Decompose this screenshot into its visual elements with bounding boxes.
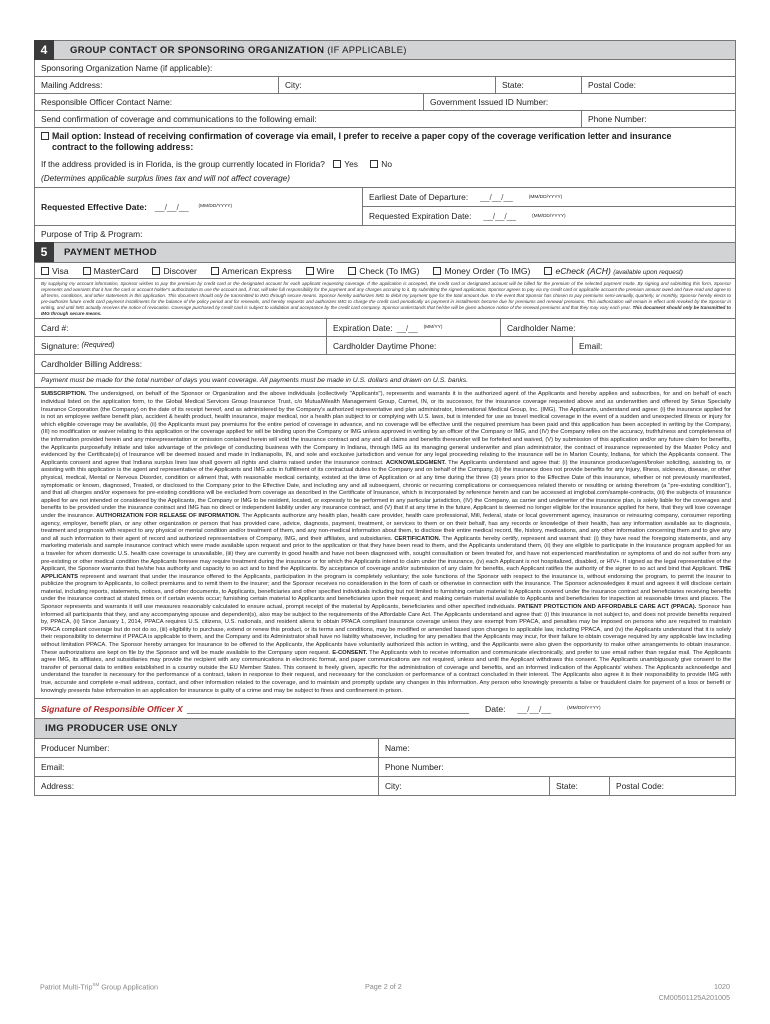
producer-number-field[interactable]: Producer Number: bbox=[41, 743, 110, 754]
cardholder-name-field[interactable]: Cardholder Name: bbox=[500, 319, 735, 336]
mail-option: Mail option: Instead of receiving confirmation of coverage via email, I prefer to receive a paper copy of the coverage verification letter and insurance contract to the following address: bbox=[35, 131, 735, 153]
footer-codes: 1020 CM00501125A201005 bbox=[658, 982, 730, 1002]
email-row bbox=[34, 111, 736, 128]
confirmation-email-field[interactable]: Send confirmation of coverage and communications to the following email: bbox=[41, 114, 317, 124]
money-order-option[interactable]: Money Order (To IMG) bbox=[433, 266, 530, 276]
payment-note-row bbox=[34, 374, 736, 388]
producer-email-field[interactable]: Email: bbox=[41, 762, 65, 773]
postal-code-field[interactable]: Postal Code: bbox=[581, 77, 735, 93]
producer-header bbox=[34, 719, 736, 739]
officer-row bbox=[34, 94, 736, 111]
gov-id-field[interactable]: Government Issued ID Number: bbox=[423, 94, 735, 110]
visa-option[interactable]: Visa bbox=[41, 266, 69, 276]
billing-row bbox=[34, 355, 736, 374]
producer-address-field[interactable]: Address: bbox=[41, 781, 75, 792]
city-field[interactable]: City: bbox=[278, 77, 495, 93]
sponsor-name-field[interactable]: Sponsoring Organization Name (if applicable): bbox=[41, 63, 213, 73]
state-field[interactable]: State: bbox=[495, 77, 581, 93]
signature-row bbox=[34, 337, 736, 355]
officer-date-field[interactable]: Date: __/__/__ (MM/DD/YYYY) bbox=[485, 703, 601, 714]
authorization-block bbox=[34, 279, 736, 319]
no-checkbox[interactable] bbox=[370, 160, 378, 168]
earliest-departure[interactable]: Earliest Date of Departure: __/__/__ (MM/DD/YYYY) bbox=[363, 188, 735, 207]
surplus-note: (Determines applicable surplus lines tax and will not affect coverage) bbox=[41, 174, 290, 183]
officer-signature-field[interactable]: Signature of Responsible Officer X bbox=[35, 699, 479, 718]
page-footer bbox=[40, 982, 730, 1012]
cardholder-email-field[interactable]: Email: bbox=[572, 337, 735, 354]
amex-option[interactable]: American Express bbox=[211, 266, 292, 276]
effective-date[interactable]: Requested Effective Date: __/__/__ (MM/DD/YYYY) bbox=[41, 201, 233, 212]
echeck-option[interactable]: eCheck (ACH) (available upon request) bbox=[544, 266, 683, 276]
section-number: 5 bbox=[34, 242, 54, 262]
yes-checkbox[interactable] bbox=[333, 160, 341, 168]
mastercard-option[interactable]: MasterCard bbox=[83, 266, 139, 276]
legal-text: SUBSCRIPTION. The undersigned, on behalf of the Sponsor or Organization and the above individuals (collectively "Applicants"), represents and warrants it is the authorized agent of the Applicants and hereby applies and subscribes, for and on behalf of each individual listed on the application form, to the Global Medical Services Group Insurance Trust, c/o MutualWealth Management Group, Carmel, IN, or its successor, for the insurance coverage requested above and as underwritten and offered by Sirius Specialty Insurance Corporation (the Company) on the date of its receipt hereof, and as administered by the Company's authorized representative and plan administrator, International Medical Group, Inc. (IMG). The Applicants, understand and agree: (i) the insurance applied for is not an employee welfare benefit plan, accident & health product, health insurance, major medical, nor a health plan subject to or complying with U.S. laws, but is intended for use as travel medical coverage in the event of a sudden and unexpected illness or injury for which eligible coverage may be available, (ii) the Applicants must pay premiums for the entire period of coverage in advance, and no coverage will be effective until the required premium has been paid and this application has been accepted in writing by the Company, (III) no modification or waiver relating to this application or the coverage applied for will be binding upon the Company or IMG unless approved in writing by an officer of the Company or IMG, and (IV) the Company relies on the accuracy, truthfulness and completeness of the information provided herein and any misrepresentation or omission contained herein will void the insurance contract and any and all claims and benefits thereunder will be forfeited and waived, (V) by submission of this application and/or any future claim for benefits, the Applicants purposefully initiate and take advantage of the privilege of conducting business with the Company in Indiana, through IMG as its managing general underwriter and plan administrator, the contract of insurance represented by the Master Policy and evidenced by the Certificate(s) of Insurance will be deemed issued and made in Indianapolis, IN, and sole and exclusive jurisdiction and venue for any legal proceeding relating to the insurance will be in Marion County, Indiana, for which the Applicants consent. The Applicants consent and agree that Indiana surplus lines law shall govern all rights and claims raised under the insurance contract. ACKNOWLEDGMENT. The Applicants understand and agree that: (i) the insurance producer/agent/broker soliciting, assisting to, or assisting with this application is the agent and representative of the Applicants and IMG acts in fulfillment of its contractual duties to the Company and on behalf of the Company, (ii) the insurance does not provide benefits for any Injury, Illness, sickness, disease, or other physical, medical, Mental or Nervous Disorder, condition or ailment that, with reasonable medical certainty, existed at the time of Application or at any time during the three (3) years prior to the Effective Date of this insurance, whether or not previously manifested, symptomatic or known, diagnosed, Treated, or disclosed to the Company prior to the Effective Date, and including any and all subsequent, chronic or recurring complications or consequences related thereto or resulting or arising therefrom (a "pre-existing condition"), and that all charges and/or expenses for pre-existing conditions will be excluded from coverage as described in the Certificate of Insurance, which is incorporated by reference herein and can be accessed at imglobal.com/sample-contracts, (iii) the subjects of insurance applied for are not intended or considered by the Applicants, the Company or IMG to be resident, located, or expressly to be performed in any particular jurisdiction, (IV) the Company, as carrier and underwriter of the insurance plan, is solely liable for the coverages and benefits to be provided under the insurance contract and IMG has no direct or independent liability under any insurance contract, and (V) that if at any time in the future, Applicant is deemed no longer eligible for the insurance applied for here, that they will lose coverage under the insurance. AUTHORIZATION FOR RELEASE OF INFORMATION. The Applicants authorize any health plan, health care provider, health care professional, Mill, federal, state or local government agency, insurance or reinsuring company, consumer reporting agency, employer, benefit plan, or any other organization or person that has provided care, advice, diagnosis, payment, treatment, or services to them or on their behalf, has any records or knowledge of their health, has any information available as to diagnosis, treatment and prognosis with respect to any physical or mental condition and/or treatment of them, and any non-medical information about them, to disclose their entire medical record, file, history, medications, and any other information concerning them and to give any and all such information to their agent of record and authorized representatives of Company, IMG, and their affiliates, and subsidiaries. CERTIFICATION. The Applicants hereby certify, represent and warrant that: (i) they have read the foregoing statements, and any marketing materials and sample insurance contract which were made available upon request and prior to the application or that they have been read to them, and the Applicants understand them, (ii) they are eligible to participate in the insurance program applied for as a traveler for whom domestic U.S. health care coverage is unavailable, (iii) they are currently in good health and have not been diagnosed with, sought consultation or been treated for, and have not experienced manifestation or symptoms of and do not suffer from any pre-existing or other medical condition the Applicants foresee may require treatment during the insurance or for which the Applicants intend to claim under the insurance, (iv) each Applicant is not hospitalized, disabled, or HIV+. If signed as the legal representative of the Applicant, the Sponsor warrants that he/she has authority and capacity to so act and to bind the Applicants. By acceptance of coverage and/or submission of any claim for benefits, each Applicant ratifies the authority of the signer to so act and bind that Applicant. THE APPLICANTS represent and warrant that under the insurance offered to the Applicants, participation in the program is completely voluntary; the sole functions of the Sponsor with respect to the insurance is, without endorsing the program, to permit the insurer to publicize the program to Applicants, to collect premiums and to remit them to the insurer; and the Sponsor receives no consideration in the form of cash or otherwise in connection with the insurance. The Sponsor acknowledges it must and agrees it will disclose certain material, including reports, statements, notices, and other documents, to Applicants, beneficiaries and other specified individuals including but not limited to furnishing certain material to Applicants covered under the insurance contract and beneficiaries receiving benefits under the insurance contract at stated times or if certain events occur; furnishing certain material to Applicants and beneficiaries upon their request; and making certain material available to Applicants and beneficiaries for inspection at reasonable times and places. The Sponsor represents and warrants it will use measures reasonably calculated to ensure actual, prompt receipt of the material by Applicants, beneficiaries and other specified individuals. PATIENT PROTECTION AND AFFORDABLE CARE ACT (PPACA). Sponsor has informed all participants that they, and any accompanying spouse and dependent(s), also may be subject to the requirements of the Affordable Care Act. The Applicants understand and agree that: (i) this insurance is not subject to, and does not provide benefits required by, PPACA, (ii) Since January 1, 2014, PPACA requires U.S. citizens, U.S. nationals, and resident aliens to obtain PPACA compliant insurance coverage unless they are exempt from PPACA, and penalties may be imposed on persons who are required to maintain PPACA compliant coverage but do not do so, (iii) eligibility to purchase, extend or renew this product, or its terms and conditions, may be modified or amended based upon changes to applicable law, including PPACA, and (iv) the Applicants understand that it is solely their responsibility to determine if PPACA is applicable to them, and the Company and its Administrator shall have no liability whatsoever, including for any penalties that the Applicants may incur, for their failure to obtain coverage required by any applicable law including without limitation PPACA. The Sponsor hereby arranges for insurance to be offered to the Applicants, the Applicants have voluntarily authorized this action in writing, and the Applicants were also given the opportunity to make other arrangements to obtain insurance. These authorizations are kept on file by the Sponsor and will be made available to the Company upon request. E-CONSENT. The Applicants wish to receive information and communicate electronically, and prefer to use email rather than regular mail. The Applicants agree IMG, its affiliates, and subsidiaries may provide the recipient with any communications in electronic format, and paper communications are not required, unless and until the Applicant withdraws this consent. The Applicants unambiguously give consent to the transfer of personal data to entities established in a country outside the EU Member States. This consent is freely given, specific for the administration of coverage and benefits, and an informed indication of the Applicants' wishes. The Applicants acknowledge and understand the transfer is necessary for the performance of a contract, taken in response to their request, and necessary for the conclusion or performance of a contract concluded in their interest. The Applicants also agree it is their responsibility to provide IMG with true, accurate and complete e-mail address, contact, and other information related to the coverage, and to maintain and promptly update any changes in this information. Any person who knowingly presents a false or fraudulent claim for payment of a loss or benefit or knowingly presents false information in an application for insurance is guilty of a crime and may be subject to fines and confinement in prison. bbox=[34, 388, 736, 699]
payment-options bbox=[34, 263, 736, 279]
card-row bbox=[34, 319, 736, 337]
purpose-field[interactable]: Purpose of Trip & Program: bbox=[41, 229, 143, 239]
section-5-header bbox=[34, 243, 736, 263]
footer-product: Patriot Multi-Trip℠ Group Application bbox=[40, 982, 158, 992]
card-number-field[interactable]: Card #: bbox=[41, 322, 69, 333]
requested-expiration[interactable]: Requested Expiration Date: __/__/__ (MM/DD/YYYY) bbox=[369, 211, 566, 221]
responsible-officer-field[interactable]: Responsible Officer Contact Name: bbox=[41, 97, 173, 107]
producer-row-2 bbox=[34, 758, 736, 777]
billing-address-field[interactable]: Cardholder Billing Address: bbox=[41, 359, 143, 370]
mailing-address-field[interactable]: Mailing Address: bbox=[41, 80, 103, 90]
section-title: GROUP CONTACT OR SPONSORING ORGANIZATION (IF APPLICABLE) bbox=[70, 44, 407, 56]
application-form bbox=[34, 40, 736, 796]
mail-option-block bbox=[34, 128, 736, 188]
producer-phone-field[interactable]: Phone Number: bbox=[378, 758, 735, 776]
producer-row-3 bbox=[34, 777, 736, 796]
payment-note: Payment must be made for the total number of days you want coverage. All payments must be made in U.S. dollars and drawn on U.S. banks. bbox=[41, 377, 469, 385]
wire-option[interactable]: Wire bbox=[306, 266, 335, 276]
producer-city-field[interactable]: City: bbox=[378, 777, 549, 795]
producer-postal-field[interactable]: Postal Code: bbox=[609, 777, 735, 795]
dates-block bbox=[34, 188, 736, 226]
producer-name-field[interactable]: Name: bbox=[378, 739, 735, 757]
section-4-header bbox=[34, 40, 736, 60]
section-number: 4 bbox=[34, 40, 54, 60]
departure-dates bbox=[362, 188, 735, 225]
producer-row-1 bbox=[34, 739, 736, 758]
sponsor-name-row bbox=[34, 60, 736, 77]
officer-signature-row bbox=[34, 699, 736, 719]
section-title: PAYMENT METHOD bbox=[64, 247, 157, 258]
florida-question: If the address provided is in Florida, is the group currently located in Florida? Yes No bbox=[41, 159, 393, 169]
mailing-address-row bbox=[34, 77, 736, 94]
producer-state-field[interactable]: State: bbox=[549, 777, 609, 795]
mail-option-checkbox[interactable] bbox=[41, 132, 49, 140]
purpose-row bbox=[34, 226, 736, 243]
cardholder-phone-field[interactable]: Cardholder Daytime Phone: bbox=[326, 337, 572, 354]
producer-title: IMG PRODUCER USE ONLY bbox=[45, 723, 178, 735]
card-signature-field[interactable]: Signature: (Required) bbox=[41, 340, 115, 351]
discover-option[interactable]: Discover bbox=[152, 266, 196, 276]
check-option[interactable]: Check (To IMG) bbox=[348, 266, 419, 276]
authorization-text: By supplying my account information, Sponsor wishes to pay the premium by credit card or the designated account for each applicant requesting coverage. If the application is accepted, the credit card or designated account will be billed for the premium of the selected payment mode. By signing and submitting this form, Sponsor represents and warrants that it has the card or account holder's authorization to use the account and, if not, will take full responsibility for the payment and any charges accruing to it. By submitting the signed application, Sponsor agrees to pay via my credit card or applicable account the premium amount owed and have read and agree to all terms, conditions, and other statements in this application. This document should only be transmitted to IMG through secure means. Sponsor hereby authorizes IMG to debit my payment type for the total amount due. In the event that Sponsor has chosen to pay premiums semi-annually, quarterly, or monthly, Sponsor hereby elects to pre-authorize future credit card payment installments for the balance of the policy period and for renewals, and hereby requests and authorizes IMG to charge the credit card periodically as payment in installments become due for premiums and renewal premiums. This authorization will remain in effect until revoked by the Sponsor in writing, and until IMG actually receives the notice of revocation. Coverage purchased by credit card is subject to validation and acceptance by the credit card company. Sponsor understands that he/she will be given advance notice of the renewal premiums and that they may vary each year. This document should only be transmitted to IMG through secure means. bbox=[41, 281, 732, 316]
phone-field[interactable]: Phone Number: bbox=[581, 111, 735, 127]
footer-page: Page 2 of 2 bbox=[365, 982, 402, 991]
expiration-field[interactable]: Expiration Date: __/__ (MM/YY) bbox=[326, 319, 500, 336]
